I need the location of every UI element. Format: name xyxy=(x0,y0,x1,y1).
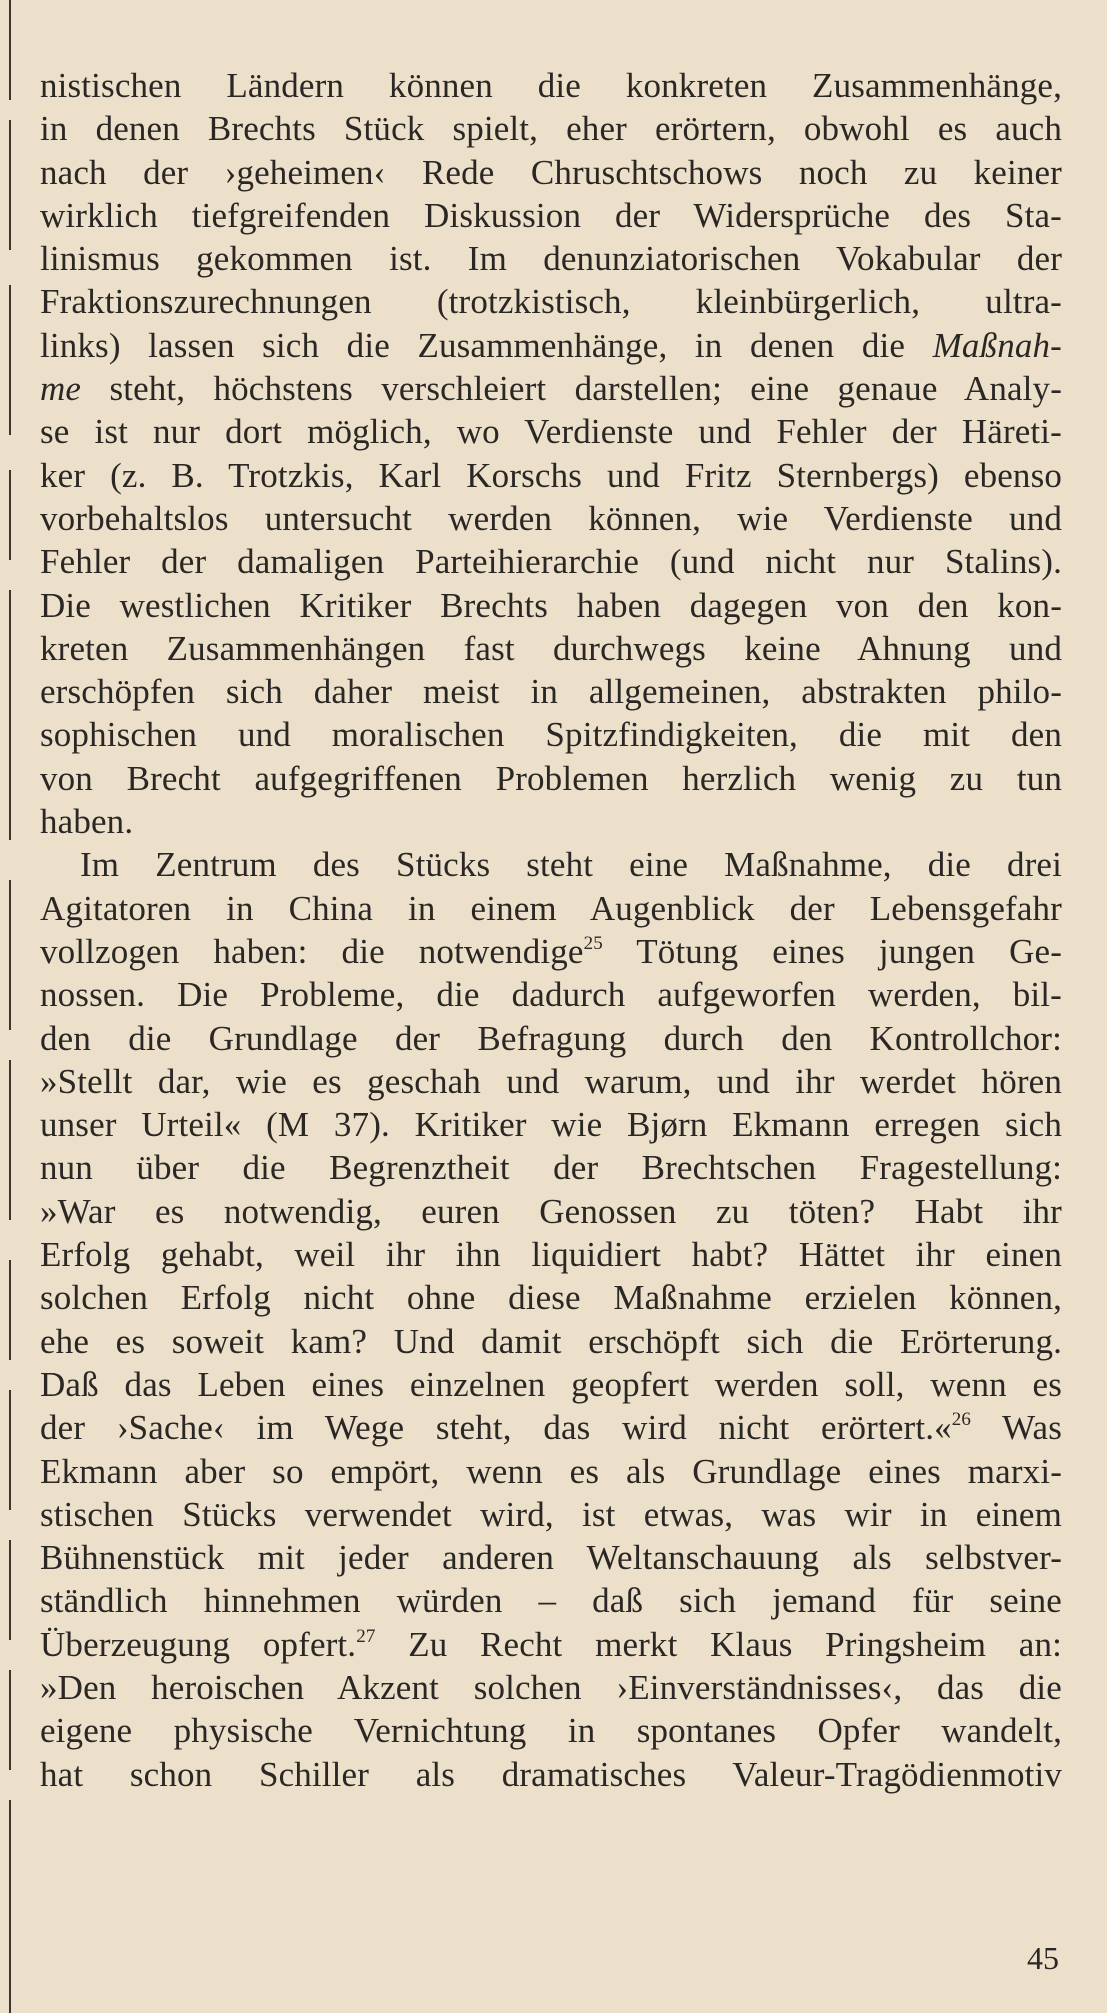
text-line: ehe es soweit kam? Und damit erschöpft sich die Erörterung. xyxy=(40,1321,1062,1361)
gutter-mark xyxy=(9,880,11,1030)
footnote-marker: 27 xyxy=(356,1625,376,1647)
text-line: Fraktionszurechnungen (trotzkistisch, kleinbürgerlich, ultra- xyxy=(40,282,1062,322)
gutter-mark xyxy=(9,285,11,435)
text-line: »Stellt dar, wie es geschah und warum, und ihr werdet hören xyxy=(40,1061,1062,1101)
italic-title: me xyxy=(40,369,82,409)
gutter-mark xyxy=(9,470,11,560)
text-line: Ekmann aber so empört, wenn es als Grundlage eines marxi- xyxy=(40,1451,1062,1491)
italic-title: Maßnah- xyxy=(932,325,1062,365)
gutter-mark xyxy=(9,120,11,250)
text-line: stischen Stücks verwendet wird, ist etwas, was wir in einem xyxy=(40,1494,1062,1534)
text-line: Daß das Leben eines einzelnen geopfert werden soll, wenn es xyxy=(40,1364,1062,1404)
gutter-mark xyxy=(9,1540,11,1640)
text-line: den die Grundlage der Befragung durch den Kontrollchor: xyxy=(40,1018,1062,1058)
gutter-mark xyxy=(9,1260,11,1360)
text-line: vollzogen haben: die notwendige$^{25}$ Tötung eines jungen Ge- xyxy=(40,931,1063,971)
text-line: linismus gekommen ist. Im denunziatorischen Vokabular der xyxy=(40,239,1062,279)
gutter-mark xyxy=(9,1670,11,1770)
text-line: hat schon Schiller als dramatisches Valeur-Tragödienmotiv xyxy=(40,1754,1062,1794)
text-line: Bühnenstück mit jeder anderen Weltanschauung als selbstver- xyxy=(40,1538,1062,1578)
text-line: vorbehaltslos untersucht werden können, wie Verdienste und xyxy=(40,498,1062,538)
text-line: ständlich hinnehmen würden – daß sich jemand für seine xyxy=(40,1581,1062,1621)
gutter-mark xyxy=(9,1390,11,1510)
text-line: in denen Brechts Stück spielt, eher erörtern, obwohl es auch xyxy=(40,109,1062,149)
text-line: nossen. Die Probleme, die dadurch aufgeworfen werden, bil- xyxy=(40,975,1062,1015)
gutter-mark xyxy=(9,590,11,840)
text-line: me steht, höchstens verschleiert darstellen; eine genaue Analy- xyxy=(40,369,1062,409)
gutter-mark xyxy=(9,0,11,100)
text-line: se ist nur dort möglich, wo Verdienste und Fehler der Häreti- xyxy=(40,412,1062,452)
body-text xyxy=(40,64,1062,1796)
text-line: kreten Zusammenhängen fast durchwegs keine Ahnung und xyxy=(40,628,1062,668)
footnote-marker: 26 xyxy=(951,1409,972,1431)
text-line: sophischen und moralischen Spitzfindigkeiten, die mit den xyxy=(40,715,1062,755)
text-line: nun über die Begrenztheit der Brechtschen Fragestellung: xyxy=(40,1148,1062,1188)
text-line: der ›Sache‹ im Wege steht, das wird nicht erörtert.«$^{26}$ Was xyxy=(40,1408,1062,1448)
text-line: »War es notwendig, euren Genossen zu töten? Habt ihr xyxy=(40,1191,1062,1231)
text-line: haben. xyxy=(40,802,134,842)
text-line: nach der ›geheimen‹ Rede Chruschtschows noch zu keiner xyxy=(40,152,1062,192)
text-line: Die westlichen Kritiker Brechts haben dagegen von den kon- xyxy=(40,585,1062,625)
page-number: 45 xyxy=(1027,1940,1059,1976)
text-line: Fehler der damaligen Parteihierarchie (und nicht nur Stalins). xyxy=(40,542,1062,582)
text-line: eigene physische Vernichtung in spontanes Opfer wandelt, xyxy=(40,1711,1062,1751)
footnote-marker: 25 xyxy=(583,932,603,954)
text-line: ker (z. B. Trotzkis, Karl Korschs und Fritz Sternbergs) ebenso xyxy=(40,455,1062,495)
text-line: Agitatoren in China in einem Augenblick der Lebensgefahr xyxy=(40,888,1062,928)
text-line: erschöpfen sich daher meist in allgemeinen, abstrakten philo- xyxy=(40,672,1062,712)
text-line: Im Zentrum des Stücks steht eine Maßnahme, die drei xyxy=(80,845,1062,885)
text-line: unser Urteil« (M 37). Kritiker wie Bjørn Ekmann erregen sich xyxy=(40,1105,1062,1145)
binding-gutter xyxy=(0,0,16,2013)
text-line: solchen Erfolg nicht ohne diese Maßnahme erzielen können, xyxy=(40,1278,1062,1318)
text-line: »Den heroischen Akzent solchen ›Einverständnisses‹, das die xyxy=(40,1667,1062,1707)
text-line: links) lassen sich die Zusammenhänge, in denen die Maßnah- xyxy=(40,325,1062,365)
text-line: von Brecht aufgegriffenen Problemen herzlich wenig zu tun xyxy=(40,758,1062,798)
gutter-mark xyxy=(9,1060,11,1220)
text-line: nistischen Ländern können die konkreten Zusammenhänge, xyxy=(40,66,1062,105)
text-line: Erfolg gehabt, weil ihr ihn liquidiert habt? Hättet ihr einen xyxy=(40,1235,1062,1275)
text-line: wirklich tiefgreifenden Diskussion der Widersprüche des Sta- xyxy=(40,195,1062,235)
text-line: Überzeugung opfert.$^{27}$ Zu Recht merkt Klaus Pringsheim an: xyxy=(40,1624,1062,1664)
gutter-mark xyxy=(9,1800,11,2013)
